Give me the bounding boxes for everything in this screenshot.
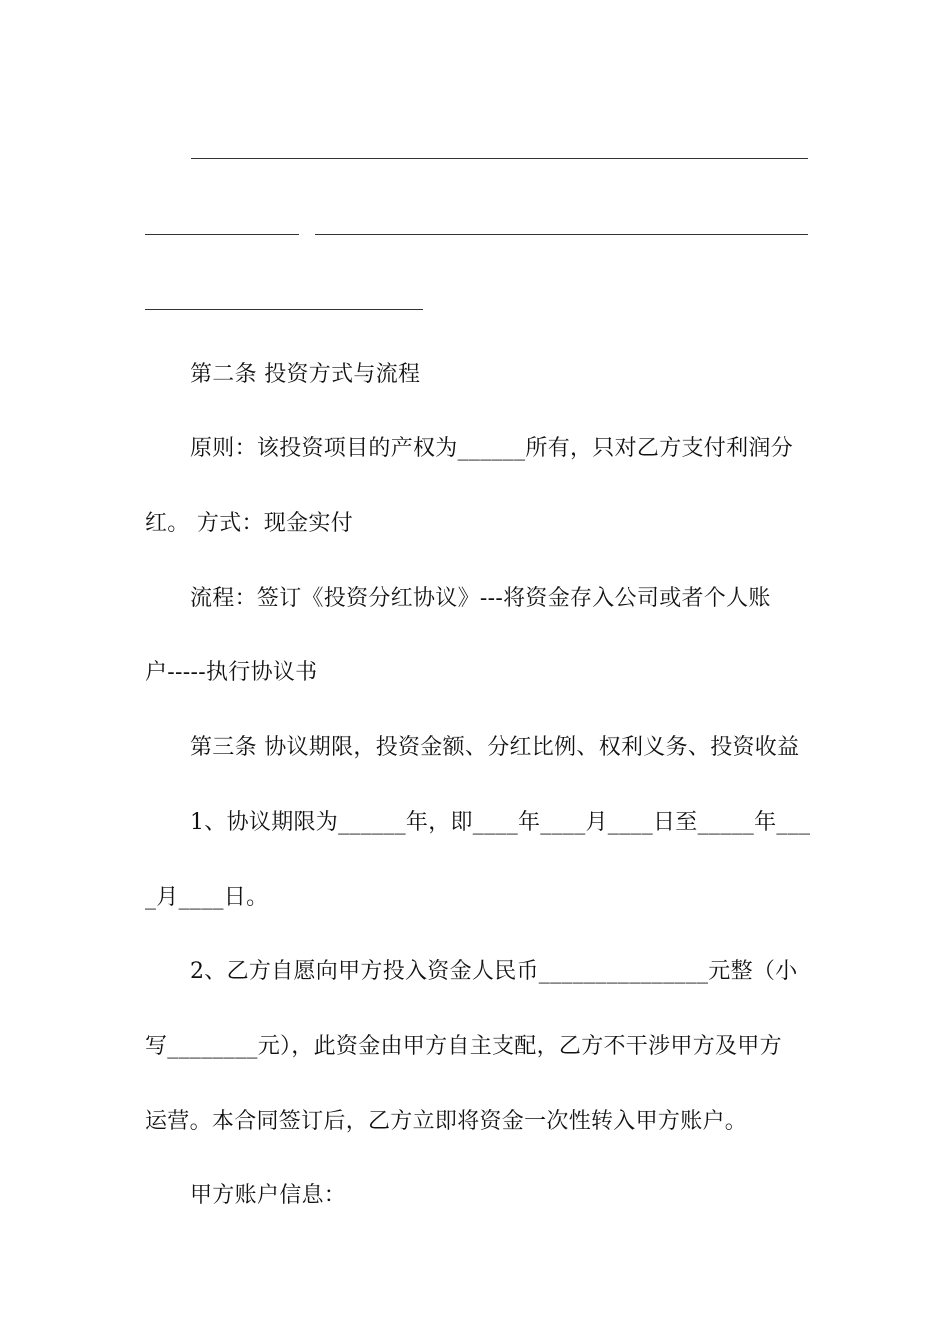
amount-line-3: 运营。本合同签订后，乙方立即将资金一次性转入甲方账户。 [145, 1109, 748, 1134]
process-line-2: 户-----执行协议书 [145, 660, 318, 685]
blank-rule-2 [145, 234, 299, 235]
blank-rule-1 [191, 158, 808, 159]
term-line-2: _月____日。 [145, 885, 269, 910]
article2-heading: 第二条 投资方式与流程 [190, 362, 421, 387]
blank-rule-4 [145, 309, 423, 310]
article3-heading: 第三条 协议期限，投资金额、分红比例、权利义务、投资收益 [190, 735, 800, 760]
process-line-1: 流程：签订《投资分红协议》---将资金存入公司或者个人账 [190, 586, 771, 611]
principle-line-2: 红。 方式：现金实付 [145, 511, 353, 536]
principle-line-1: 原则：该投资项目的产权为______所有，只对乙方支付利润分 [190, 436, 794, 461]
account-info-label: 甲方账户信息： [190, 1183, 347, 1208]
blank-rule-3 [315, 234, 808, 235]
amount-line-2: 写________元），此资金由甲方自主支配，乙方不干涉甲方及甲方 [145, 1034, 782, 1059]
amount-line-1: 2、乙方自愿向甲方投入资金人民币_______________元整（小 [190, 959, 798, 984]
term-line-1: 1、协议期限为______年，即____年____月____日至_____年___ [190, 810, 811, 835]
